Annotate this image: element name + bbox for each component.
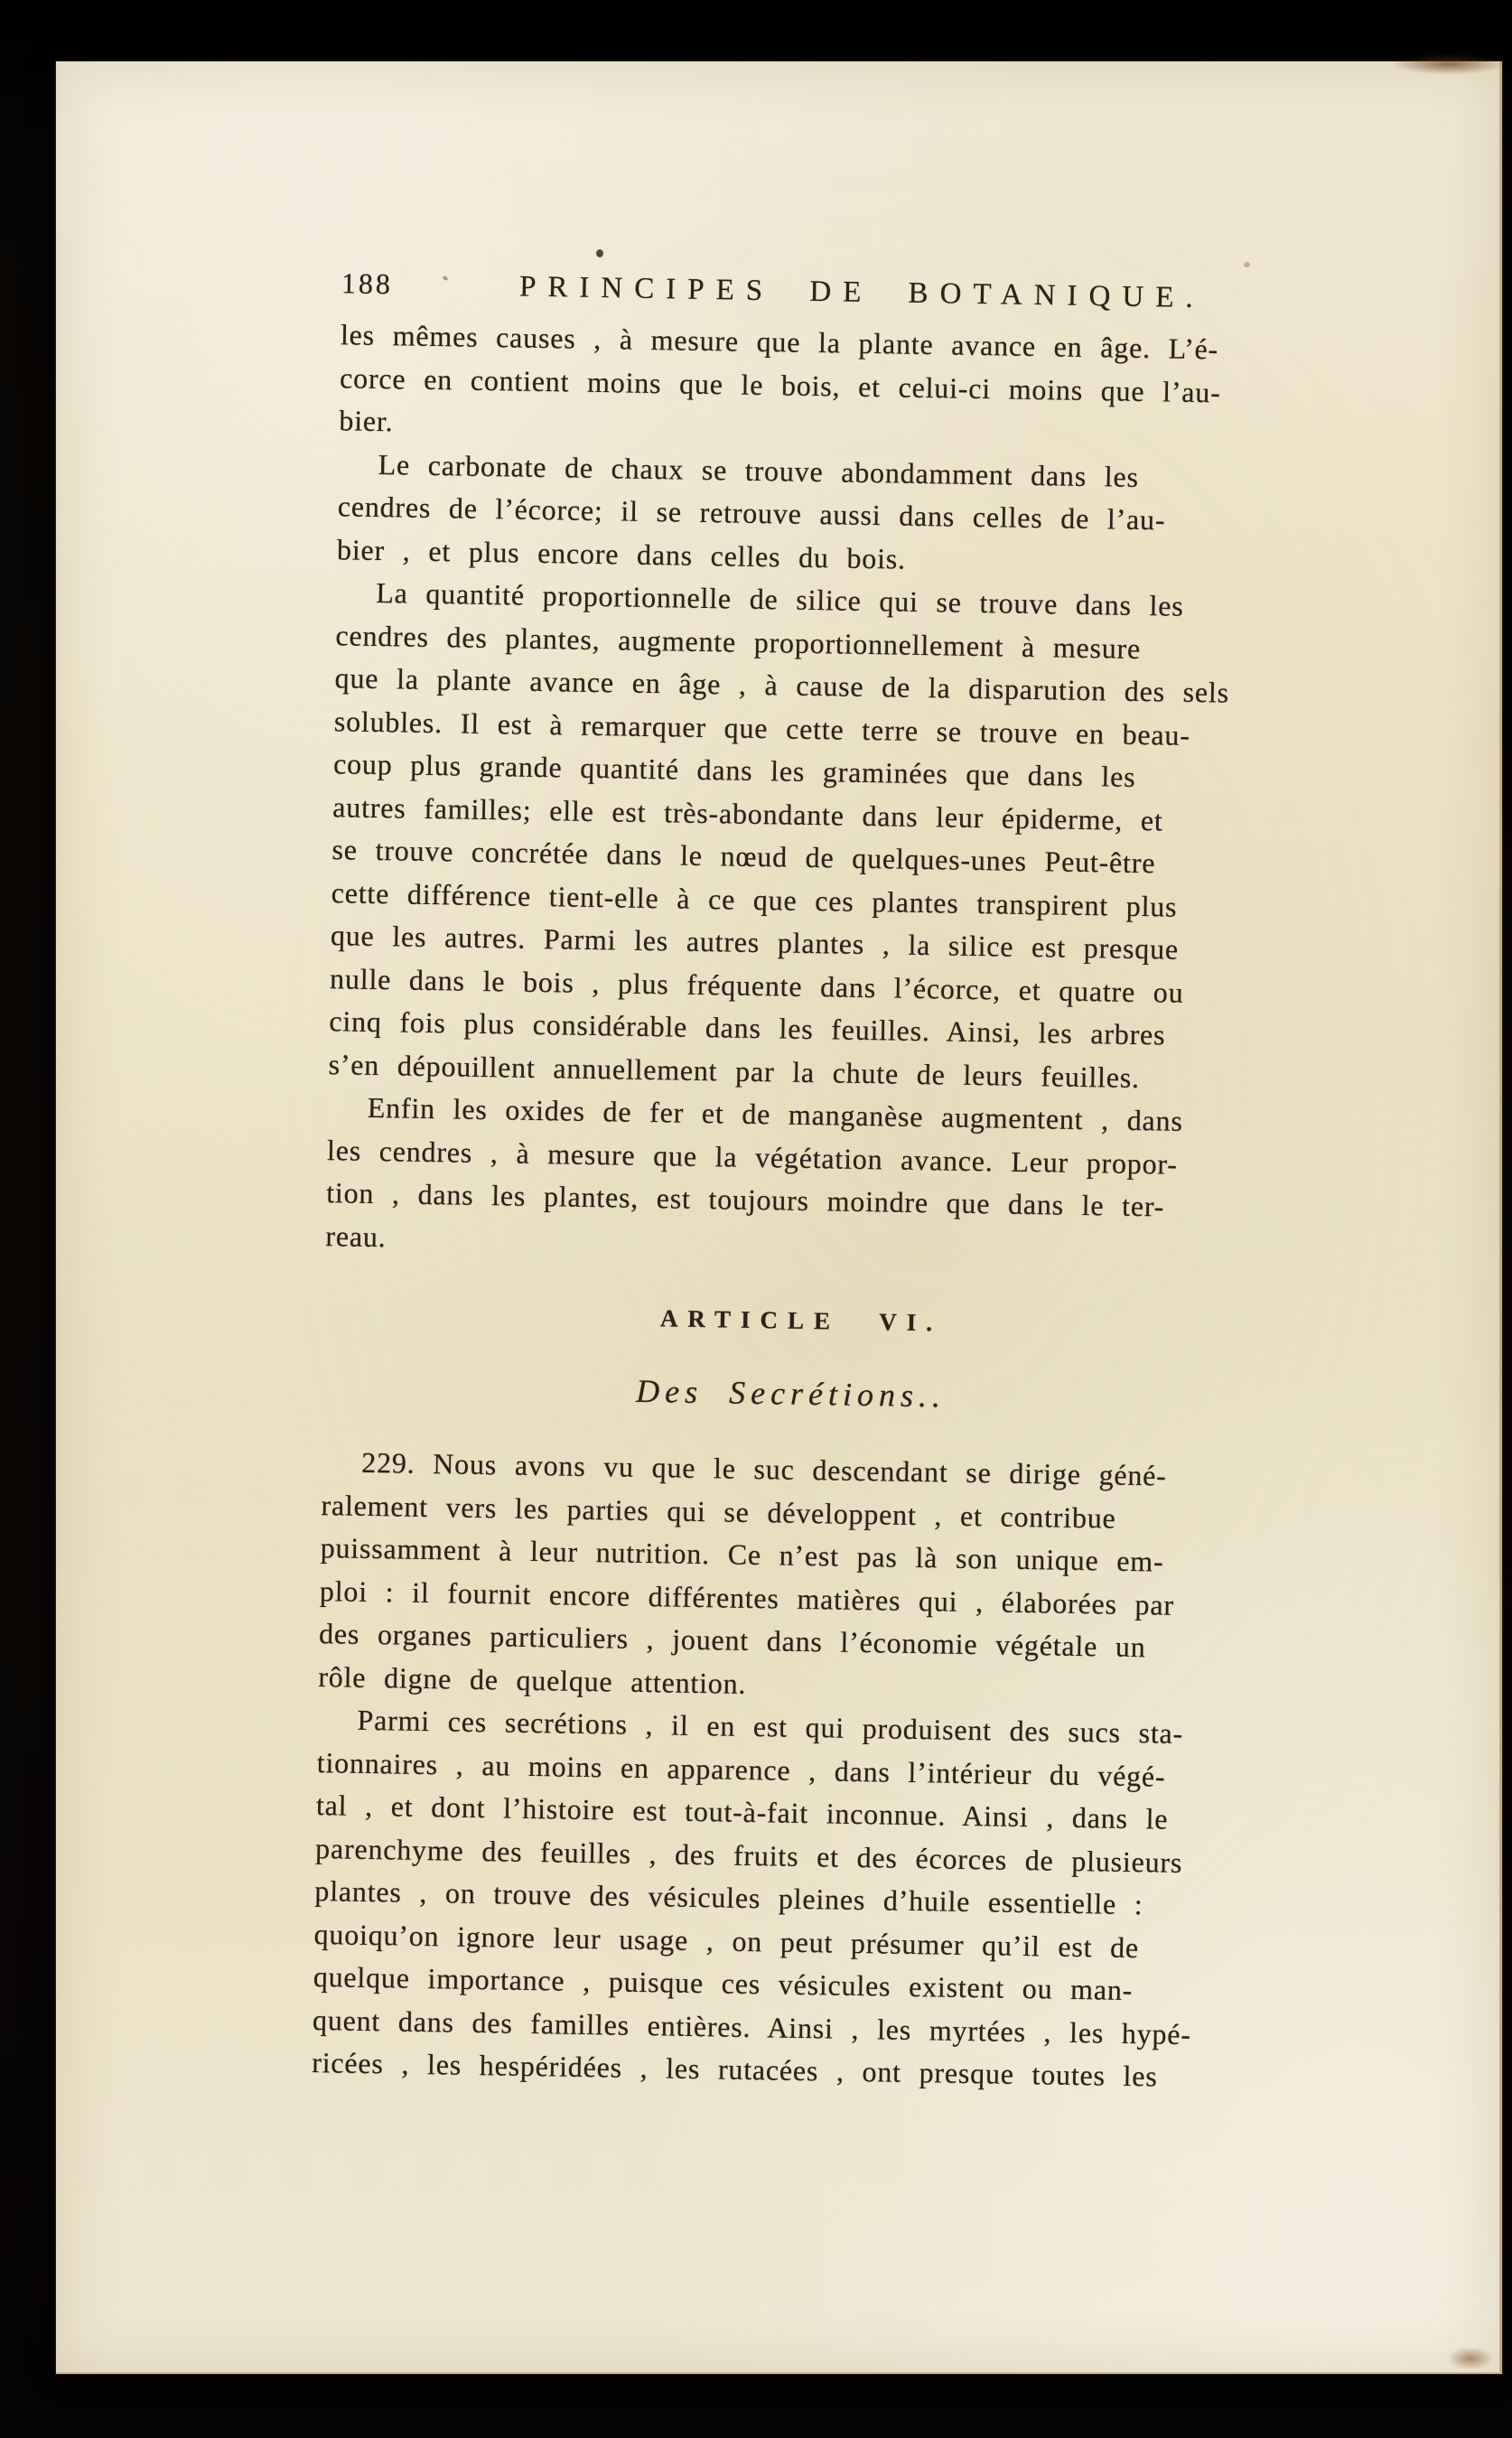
paragraph-oxides: Enfin les oxides de fer et de manganèse augmentent , dans les cendres , à mesure que la végétation avance. Leur propor- tion , dans les plantes, est toujours moindre que dans le ter- reau. [325, 1090, 1183, 1253]
paragraph-continuation: les mêmes causes , à mesure que la plante avance en âge. L’é- corce en contient moins que le bois, et celui-ci moins que l’au- bier. [339, 318, 1221, 438]
section-subtitle: Des Secrétions.. [635, 1372, 947, 1415]
book-page [56, 61, 1502, 2374]
page-header [341, 266, 1331, 317]
paragraph-229: 229. Nous avons vu que le suc descendant se dirige géné- ralement vers les parties qui se développent , et contribue puissamment à leur nutrition. Ce n’est pas là son unique em- ploi : il fournit encore différentes matières qui , élaborées par des organes particuliers , jouent dans l’économie végétale un rôle digne de quelque attention. [318, 1445, 1175, 1700]
paper-edge-stain [1395, 54, 1503, 74]
page-number: 188 [341, 266, 394, 301]
page-content [18, 61, 1499, 2396]
paragraph-silice: La quantité proportionnelle de silice qui se trouve dans les cendres des plantes, augmente proportionnellement à mesure que la plante avance en âge , à cause de la disparution des sels solubles. Il est à remarquer que cette terre se trouve en beau- coup plus grande quantité dans les graminées que dans les autres familles; elle est très-abondante dans leur épiderme, et se trouve concrétée dans le nœud de quelques-unes Peut-être cette différence tient-elle à ce que ces plantes transpirent plus que les autres. Parmi les autres plantes , la silice est presque nulle dans le bois , plus fréquente dans l’écorce, et quatre ou cinq fois plus considérable dans les feuilles. Ainsi, les arbres s’en dépouillent annuellement par la chute de leurs feuilles. [328, 575, 1230, 1094]
running-title: PRINCIPES DE BOTANIQUE. [518, 270, 1205, 315]
paper-fleck [1244, 262, 1250, 267]
article-heading: ARTICLE VI. [659, 1304, 943, 1337]
paragraph-carbonate: Le carbonate de chaux se trouve abondamment dans les cendres de l’écorce; il se retrouve aussi dans celles de l’au- bier , et plus encore dans celles du bois. [336, 447, 1166, 575]
ink-speck [596, 249, 603, 257]
paragraph-secretions: Parmi ces secrétions , il en est qui produisent des sucs sta- tionnaires , au moins en apparence , dans l’intérieur du végé- tal , et dont l’histoire est tout-à-fait inconnue. Ainsi , dans le parenchyme des feuilles , des fruits et des écorces de plusieurs plantes , on trouve des vésicules pleines d’huile essentielle : quoiqu’on ignore leur usage , on peut présumer qu’il est de quelque importance , puisque ces vésicules existent ou man- quent dans des familles entières. Ainsi , les myrtées , les hypé- ricées , les hespéridées , les rutacées , ont presque toutes les [312, 1703, 1192, 2093]
